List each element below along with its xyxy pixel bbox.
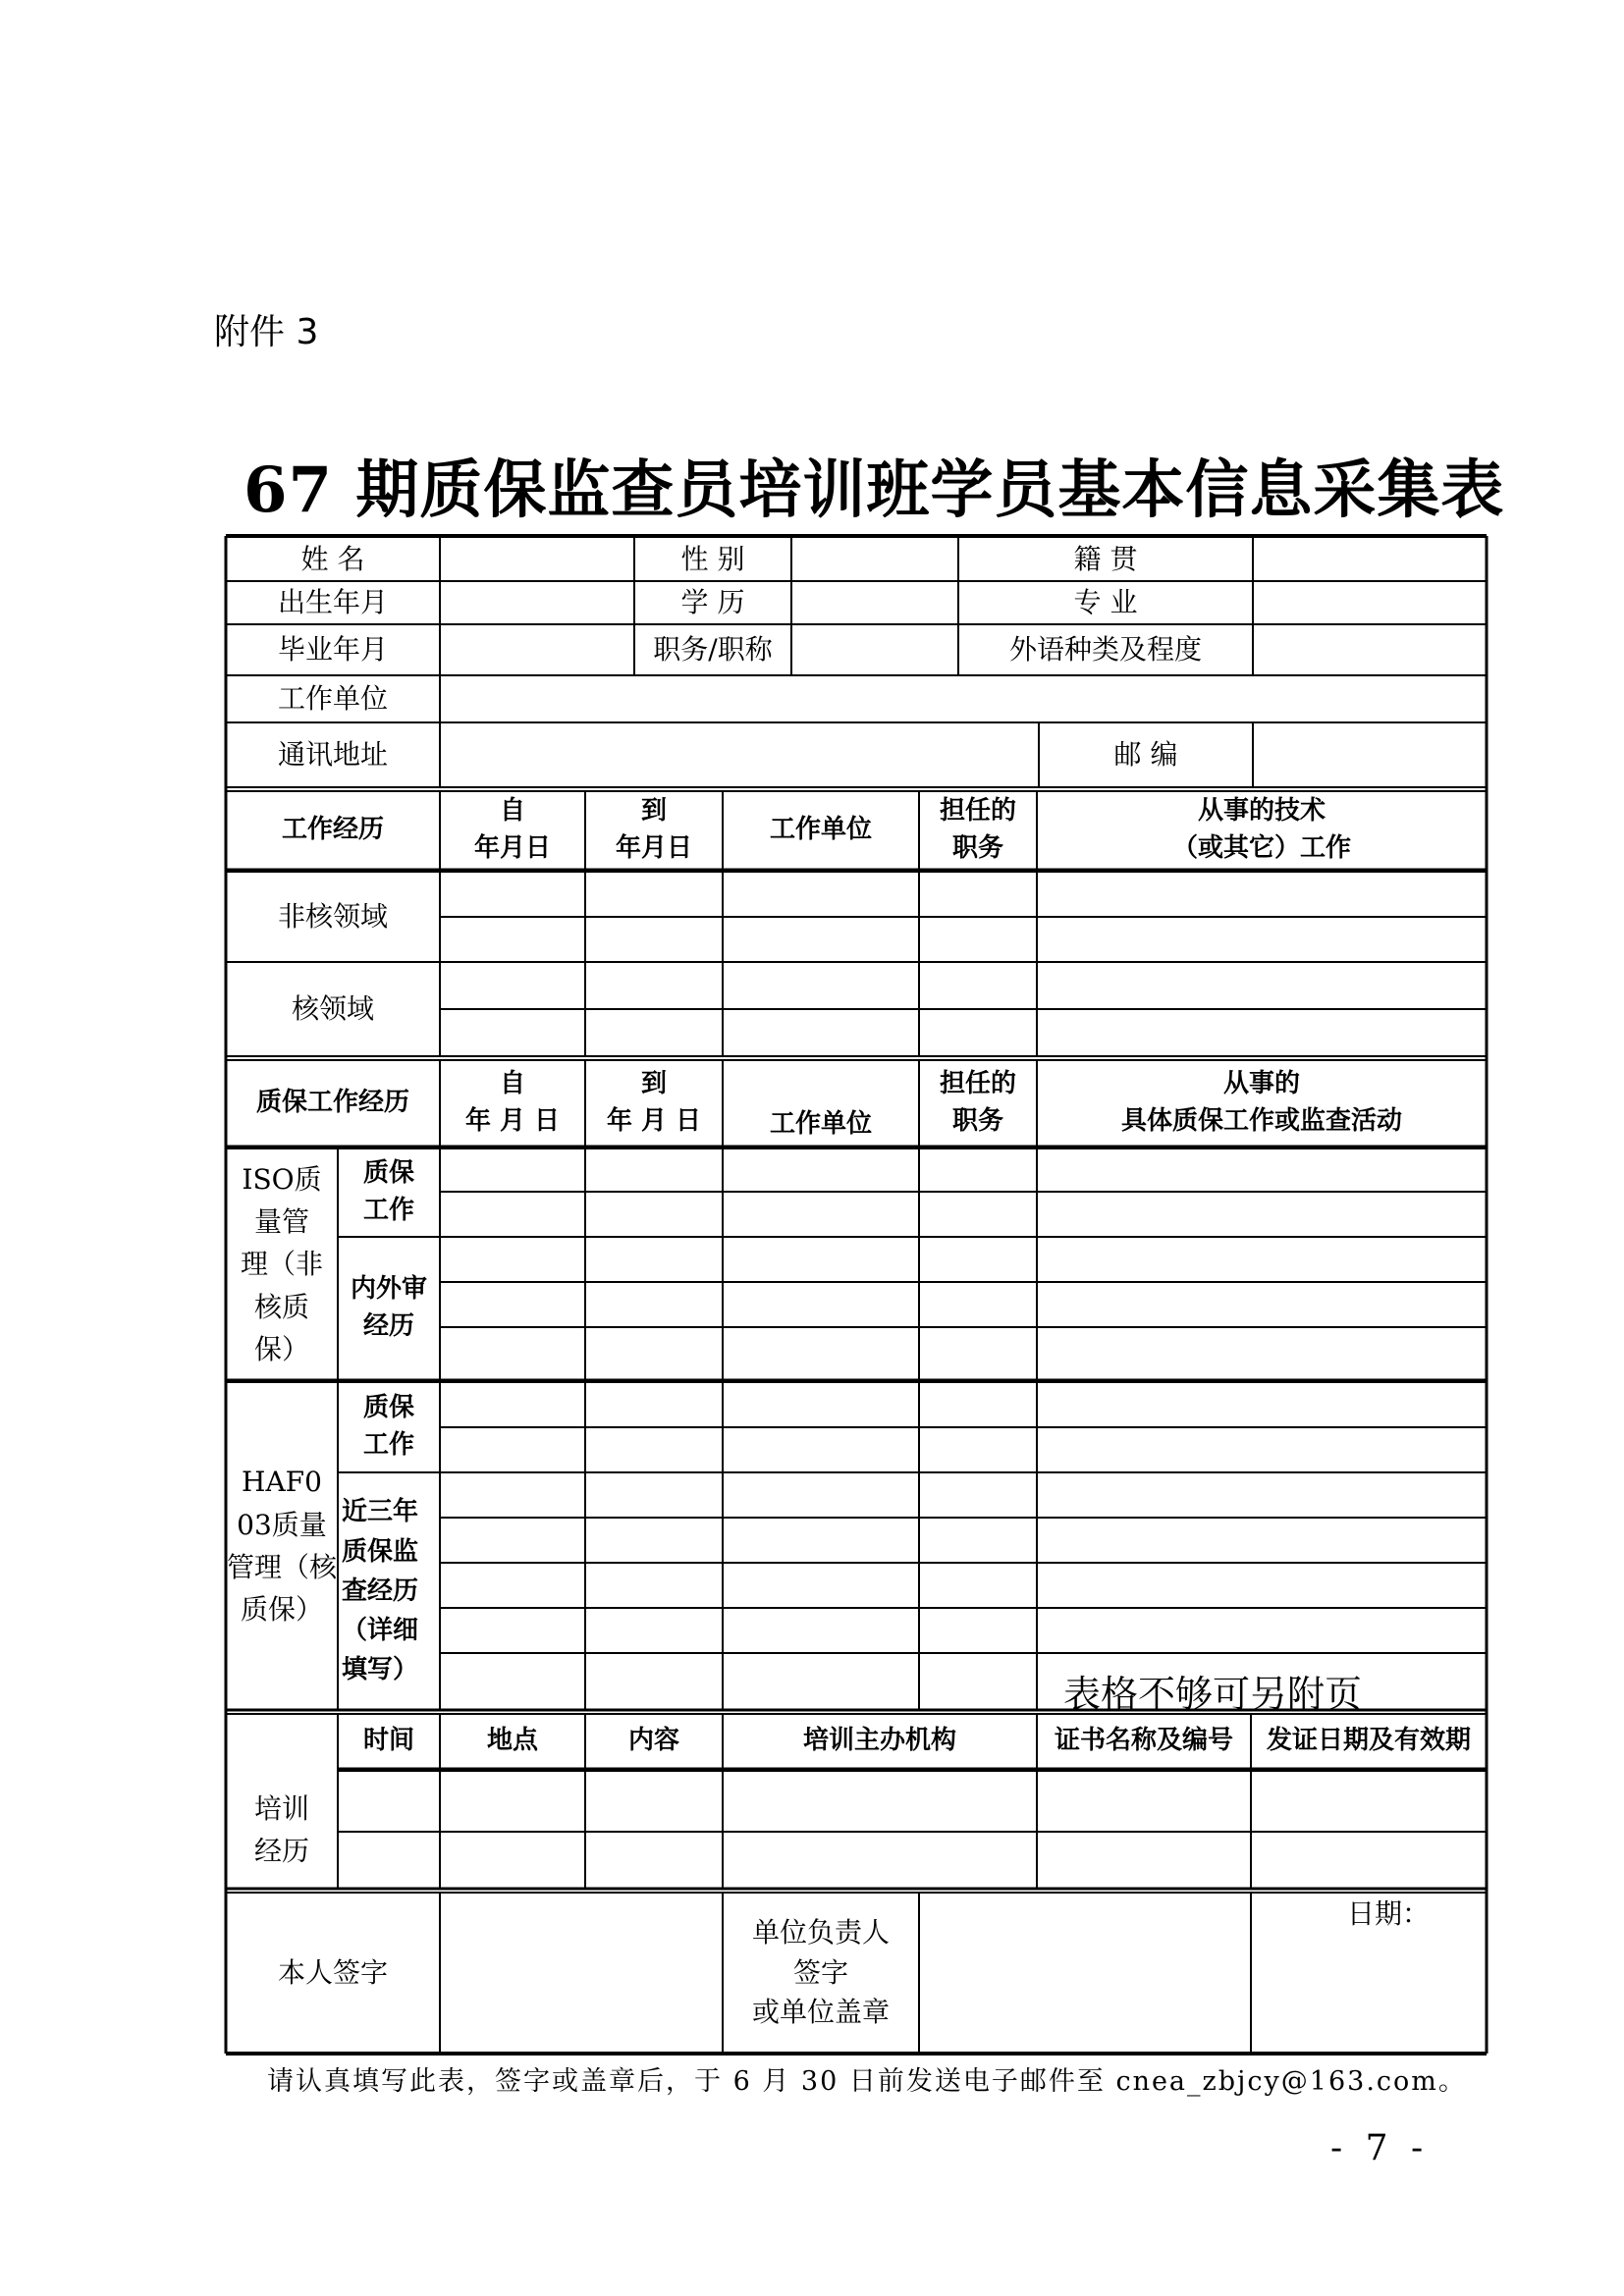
nuclear-label: 核领域 [291,991,374,1025]
employer-field[interactable] [440,675,1487,722]
work-duty-header: 担任的 职务 [939,796,1016,863]
graduation-field[interactable] [440,624,634,675]
qa-history-label: 质保工作经历 [255,1088,409,1118]
date-label: 日期： [1346,1896,1430,1930]
haf-qa-work-label: 质保 工作 [362,1393,414,1460]
haf-section-label: HAF0 03质量 管理（核 质保） [226,1466,337,1627]
training-content-header: 内容 [627,1726,679,1756]
work-tech-header: 从事的技术 （或其它）工作 [1171,796,1351,863]
work-unit-header: 工作单位 [769,815,872,845]
qa-unit-header: 工作单位 [769,1109,872,1140]
work-history-label: 工作经历 [281,815,384,845]
qa-from-header: 自 年 月 日 [464,1069,561,1136]
training-place-header: 地点 [486,1726,538,1756]
training-certificate-header: 证书名称及编号 [1054,1726,1233,1756]
self-signature-field[interactable] [440,1893,723,2054]
extra-page-note: 表格不够可另附页 [1063,1673,1363,1716]
page-number: - 7 - [1330,2128,1430,2168]
work-from-header: 自 年月日 [473,796,551,863]
name-label: 姓 名 [300,542,365,575]
major-field[interactable] [1253,581,1487,624]
training-section-label: 培训 经历 [253,1791,309,1867]
self-signature-label: 本人签字 [277,1955,388,1989]
employer-label: 工作单位 [277,681,388,715]
major-label: 专 业 [1073,585,1138,618]
address-label: 通讯地址 [277,737,388,771]
education-label: 学 历 [680,585,745,618]
unit-signature-label: 单位负责人 签字 或单位盖章 [751,1916,890,2029]
training-issue-date-header: 发证日期及有效期 [1266,1726,1471,1756]
graduation-label: 毕业年月 [277,632,388,666]
training-organizer-header: 培训主办机构 [802,1726,956,1756]
education-field[interactable] [791,581,958,624]
footer-instruction: 请认真填写此表，签字或盖章后，于 6 月 30 日前发送电子邮件至 cnea_zbjcy@163.com。 [267,2066,1467,2097]
postcode-field[interactable] [1253,722,1487,787]
qa-activity-header: 从事的 具体质保工作或监查活动 [1120,1069,1402,1136]
address-field[interactable] [440,722,1039,787]
training-time-header: 时间 [362,1726,414,1756]
native-place-field[interactable] [1253,538,1487,581]
language-field[interactable] [1253,624,1487,675]
birth-field[interactable] [440,581,634,624]
work-to-header: 到 年月日 [615,796,692,863]
attachment-label: 附件 3 [214,312,319,352]
language-label: 外语种类及程度 [1008,632,1202,666]
iso-section-label: ISO质 量管 理（非 核质 保） [240,1162,323,1366]
qa-duty-header: 担任的 职务 [939,1069,1016,1136]
position-field[interactable] [791,624,958,675]
position-label: 职务/职称 [653,632,773,666]
birth-label: 出生年月 [277,585,388,618]
unit-signature-field[interactable] [919,1893,1251,2054]
non-nuclear-label: 非核领域 [277,899,388,933]
native-place-label: 籍 贯 [1073,542,1138,575]
gender-label: 性 别 [680,542,745,575]
iso-audit-label: 内外审 经历 [350,1274,427,1341]
form-title: 67 期质保监查员培训班学员基本信息采集表 [244,454,1505,527]
iso-qa-work-label: 质保 工作 [362,1158,414,1225]
postcode-label: 邮 编 [1113,737,1178,771]
haf-audit-label: 近三年 质保监 查经历 （详细 填写） [342,1497,419,1685]
qa-to-header: 到 年 月 日 [606,1069,702,1136]
name-field[interactable] [440,538,634,581]
gender-field[interactable] [791,538,958,581]
